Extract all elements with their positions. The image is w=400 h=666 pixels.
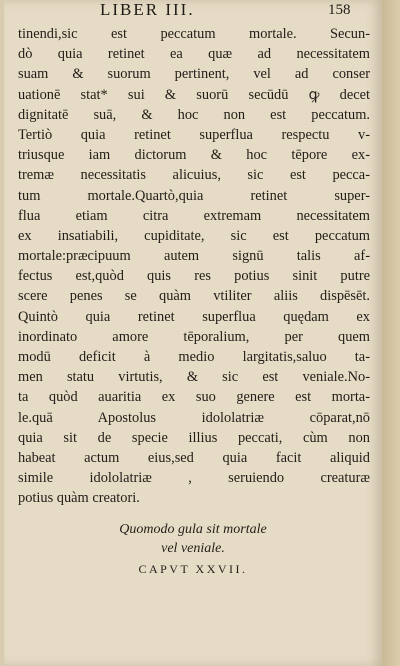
chapter-title-continued: vel veniale.	[161, 541, 225, 556]
page-header	[4, 0, 382, 22]
text-line: quia sit de specie illius peccati, cùm non	[18, 429, 370, 446]
text-line: uationē stat* sui & suorū secūdū ꝙ decet	[18, 86, 370, 103]
text-line: fectus est,quòd quis res potius sinit putre	[18, 268, 370, 285]
chapter-heading	[4, 520, 382, 579]
text-line: dignitatē suā, & hoc non est peccatum.	[18, 106, 370, 123]
body-text	[18, 24, 370, 509]
text-line: tinendi,sic est peccatum mortale. Secun-	[18, 26, 370, 42]
text-line: triusque iam dictorum & hoc tēpore ex-	[18, 147, 370, 164]
text-line: dò quia retinet ea quæ ad necessitatem	[18, 46, 370, 63]
text-line: tremæ necessitatis alicuius, sic est pecca-	[18, 167, 370, 184]
text-line: men statu virtutis, & sic est veniale.No-	[18, 369, 370, 386]
text-line: simile idololatriæ , seruiendo creaturæ	[18, 470, 370, 487]
text-line: mortale:præcipuum autem signū talis af-	[18, 248, 370, 265]
text-line: inordinato amore tēporalium, per quem	[18, 328, 370, 345]
text-line: Quintò quia retinet superflua quędam ex	[18, 308, 370, 325]
text-line: modū deficit à medio largitatis,saluo ta-	[18, 349, 370, 365]
chapter-number: CAPVT XXVII.	[138, 562, 248, 576]
text-line: scere penes se quàm vtiliter aliis dispēsēt.	[18, 288, 370, 305]
text-line: suam & suorum pertinent, vel ad conser	[18, 66, 370, 83]
text-line: habeat actum eius,sed quia facit aliquid	[18, 449, 370, 466]
text-line: flua etiam citra extremam necessitatem	[18, 207, 370, 224]
text-line: ex insatiabili, cupiditate, sic est peccatum	[18, 227, 370, 244]
book-page	[4, 0, 382, 666]
chapter-title: Quomodo gula sit mortale	[119, 522, 267, 537]
text-line: Tertiò quia retinet superflua respectu v-	[18, 126, 370, 143]
text-line: tum mortale.Quartò,quia retinet super-	[18, 187, 370, 204]
text-line: potius quàm creatori.	[18, 490, 140, 507]
page-edge	[382, 0, 400, 666]
text-line: le.quā Apostolus idololatriæ cōparat,nō	[18, 409, 370, 426]
page-number: 158	[328, 2, 351, 18]
text-line: ta quòd auaritia ex suo genere est morta-	[18, 389, 370, 406]
running-head: LIBER III.	[100, 0, 195, 19]
